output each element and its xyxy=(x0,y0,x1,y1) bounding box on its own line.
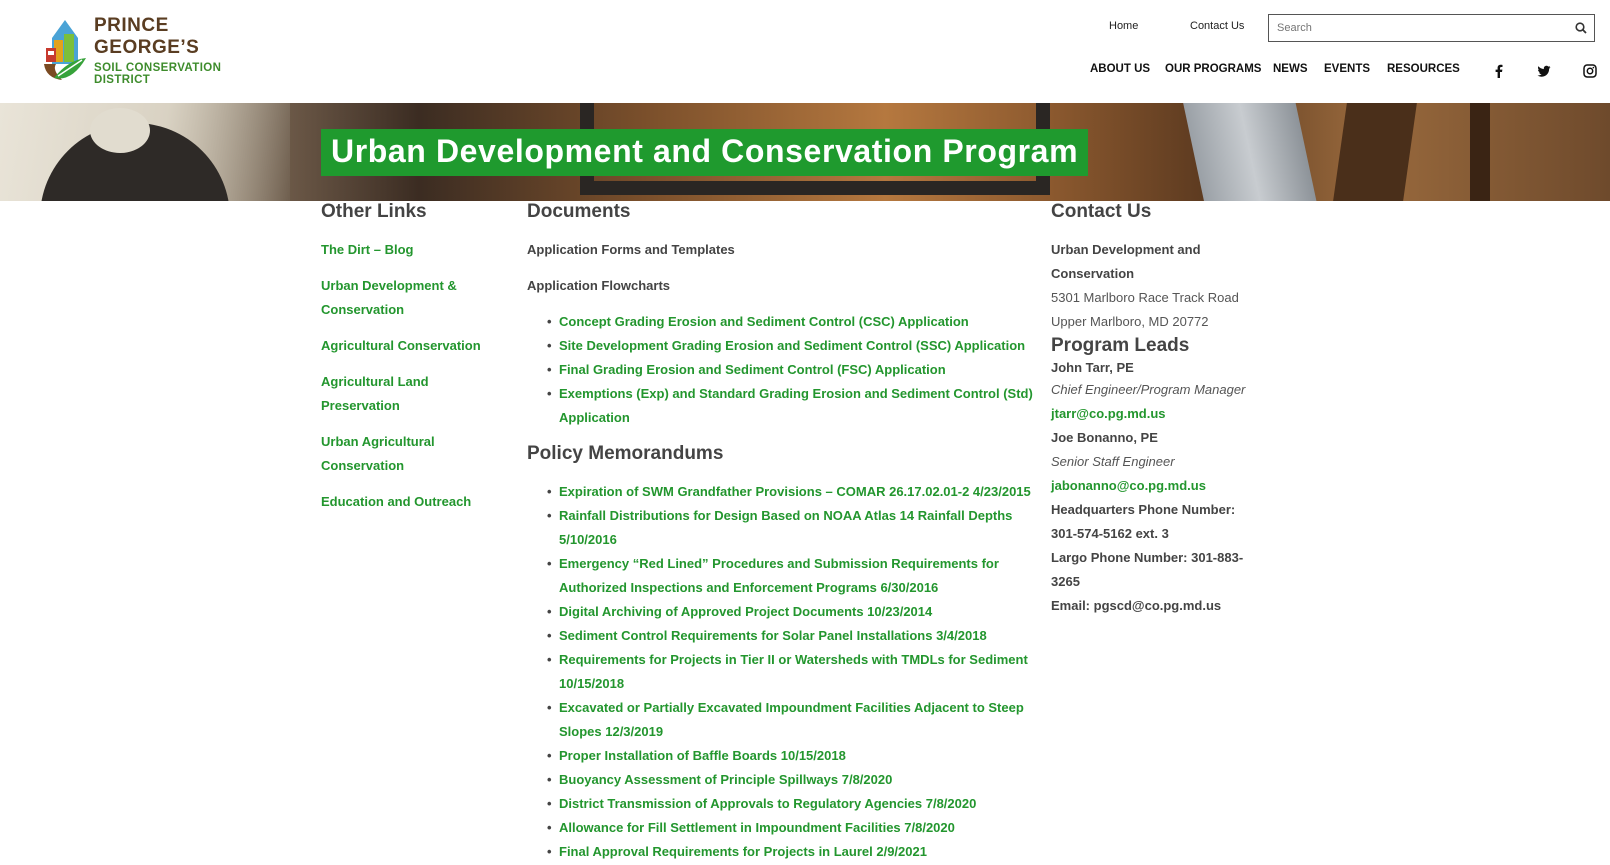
list-item[interactable]: • Final Approval Requirements for Projects in Laurel 2/9/2021 xyxy=(549,840,1037,864)
other-links-heading: Other Links xyxy=(321,201,427,222)
site-header xyxy=(0,0,1610,103)
largo-phone: Largo Phone Number: 301-883-3265 xyxy=(1051,550,1244,589)
contact-address-line1: 5301 Marlboro Race Track Road xyxy=(1051,290,1239,305)
contact-heading: Contact Us xyxy=(1051,201,1152,222)
nav-resources[interactable]: RESOURCES xyxy=(1387,63,1460,75)
search-icon[interactable] xyxy=(1574,21,1588,35)
logo-mark-icon xyxy=(42,18,88,82)
lead-email-link[interactable]: jtarr@co.pg.md.us xyxy=(1051,406,1166,421)
application-forms-link[interactable]: Application Forms and Templates xyxy=(527,242,735,257)
documents-heading: Documents xyxy=(527,201,631,222)
home-link[interactable]: Home xyxy=(1109,20,1139,32)
site-logo[interactable] xyxy=(42,14,272,86)
list-item[interactable]: • Emergency “Red Lined” Procedures and Submission Requirements for Authorized Inspections and Enforcement Programs 6/30/2016 xyxy=(549,552,1037,600)
search-input[interactable] xyxy=(1269,15,1559,41)
list-item[interactable]: • Sediment Control Requirements for Solar Panel Installations 3/4/2018 xyxy=(549,624,1037,648)
list-item[interactable]: • Expiration of SWM Grandfather Provisions – COMAR 26.17.02.01-2 4/23/2015 xyxy=(549,480,1037,504)
logo-subtitle: SOIL CONSERVATION DISTRICT xyxy=(94,61,222,86)
list-item[interactable]: • Concept Grading Erosion and Sediment Control (CSC) Application xyxy=(549,310,1037,334)
list-item[interactable]: • Rainfall Distributions for Design Based on NOAA Atlas 14 Rainfall Depths 5/10/2016 xyxy=(549,504,1037,552)
nav-events[interactable]: EVENTS xyxy=(1324,63,1371,75)
nav-news[interactable]: NEWS xyxy=(1273,63,1308,75)
other-links-column xyxy=(321,200,501,526)
list-item[interactable]: • Proper Installation of Baffle Boards 10/15/2018 xyxy=(549,744,1037,768)
hero-ruler-shape xyxy=(1182,103,1319,201)
list-item[interactable]: • Excavated or Partially Excavated Impoundment Facilities Adjacent to Steep Slopes 12/3/2019 xyxy=(549,696,1037,744)
lead-title: Senior Staff Engineer xyxy=(1051,454,1175,469)
facebook-icon[interactable] xyxy=(1492,64,1506,78)
link-urban-development[interactable]: Urban Development & Conservation xyxy=(321,278,457,317)
list-item[interactable]: • Requirements for Projects in Tier II or Watersheds with TMDLs for Sediment 10/15/2018 xyxy=(549,648,1037,696)
lead-title: Chief Engineer/Program Manager xyxy=(1051,382,1246,397)
lead-email-link[interactable]: jabonanno@co.pg.md.us xyxy=(1051,478,1206,493)
program-leads-heading: Program Leads xyxy=(1051,335,1190,356)
headquarters-phone: Headquarters Phone Number: 301-574-5162 ext. 3 xyxy=(1051,502,1236,541)
twitter-icon[interactable] xyxy=(1537,64,1551,78)
hero-plank-shape-2 xyxy=(1470,103,1490,201)
general-email: Email: pgscd@co.pg.md.us xyxy=(1051,598,1222,613)
list-item[interactable]: • Allowance for Fill Settlement in Impoundment Facilities 7/8/2020 xyxy=(549,816,1037,840)
logo-title: PRINCE GEORGE’S xyxy=(94,14,200,58)
contact-column xyxy=(1051,200,1251,618)
hero-lens-shape xyxy=(90,108,150,153)
link-agricultural-land-preservation[interactable]: Agricultural Land Preservation xyxy=(321,374,429,413)
contact-us-link[interactable]: Contact Us xyxy=(1190,20,1245,32)
lead-name: John Tarr, PE xyxy=(1051,360,1134,375)
link-education-outreach[interactable]: Education and Outreach xyxy=(321,494,472,509)
flowchart-list xyxy=(549,310,1037,430)
list-item[interactable]: • District Transmission of Approvals to Regulatory Agencies 7/8/2020 xyxy=(549,792,1037,816)
list-item[interactable]: • Buoyancy Assessment of Principle Spillways 7/8/2020 xyxy=(549,768,1037,792)
page-title: Urban Development and Conservation Program xyxy=(321,129,1088,176)
contact-address-line2: Upper Marlboro, MD 20772 xyxy=(1051,314,1209,329)
nav-about-us[interactable]: ABOUT US xyxy=(1090,63,1151,75)
list-item[interactable]: • Exemptions (Exp) and Standard Grading Erosion and Sediment Control (Std) Application xyxy=(549,382,1037,430)
hero-plank-shape xyxy=(1333,103,1417,201)
link-urban-agricultural-conservation[interactable]: Urban Agricultural Conservation xyxy=(321,434,435,473)
link-the-dirt-blog[interactable]: The Dirt – Blog xyxy=(321,242,414,257)
link-agricultural-conservation[interactable]: Agricultural Conservation xyxy=(321,338,481,353)
policy-list xyxy=(549,480,1037,864)
policy-memorandums-heading: Policy Memorandums xyxy=(527,443,724,464)
list-item[interactable]: • Digital Archiving of Approved Project Documents 10/23/2014 xyxy=(549,600,1037,624)
nav-our-programs[interactable]: OUR PROGRAMS xyxy=(1165,63,1262,75)
lead-name: Joe Bonanno, PE xyxy=(1051,430,1158,445)
documents-column xyxy=(527,200,1037,864)
search-box xyxy=(1268,14,1595,42)
contact-org: Urban Development and Conservation xyxy=(1051,242,1201,281)
list-item[interactable]: • Final Grading Erosion and Sediment Control (FSC) Application xyxy=(549,358,1037,382)
list-item[interactable]: • Site Development Grading Erosion and Sediment Control (SSC) Application xyxy=(549,334,1037,358)
instagram-icon[interactable] xyxy=(1583,64,1597,78)
application-flowcharts-label: Application Flowcharts xyxy=(527,278,671,293)
